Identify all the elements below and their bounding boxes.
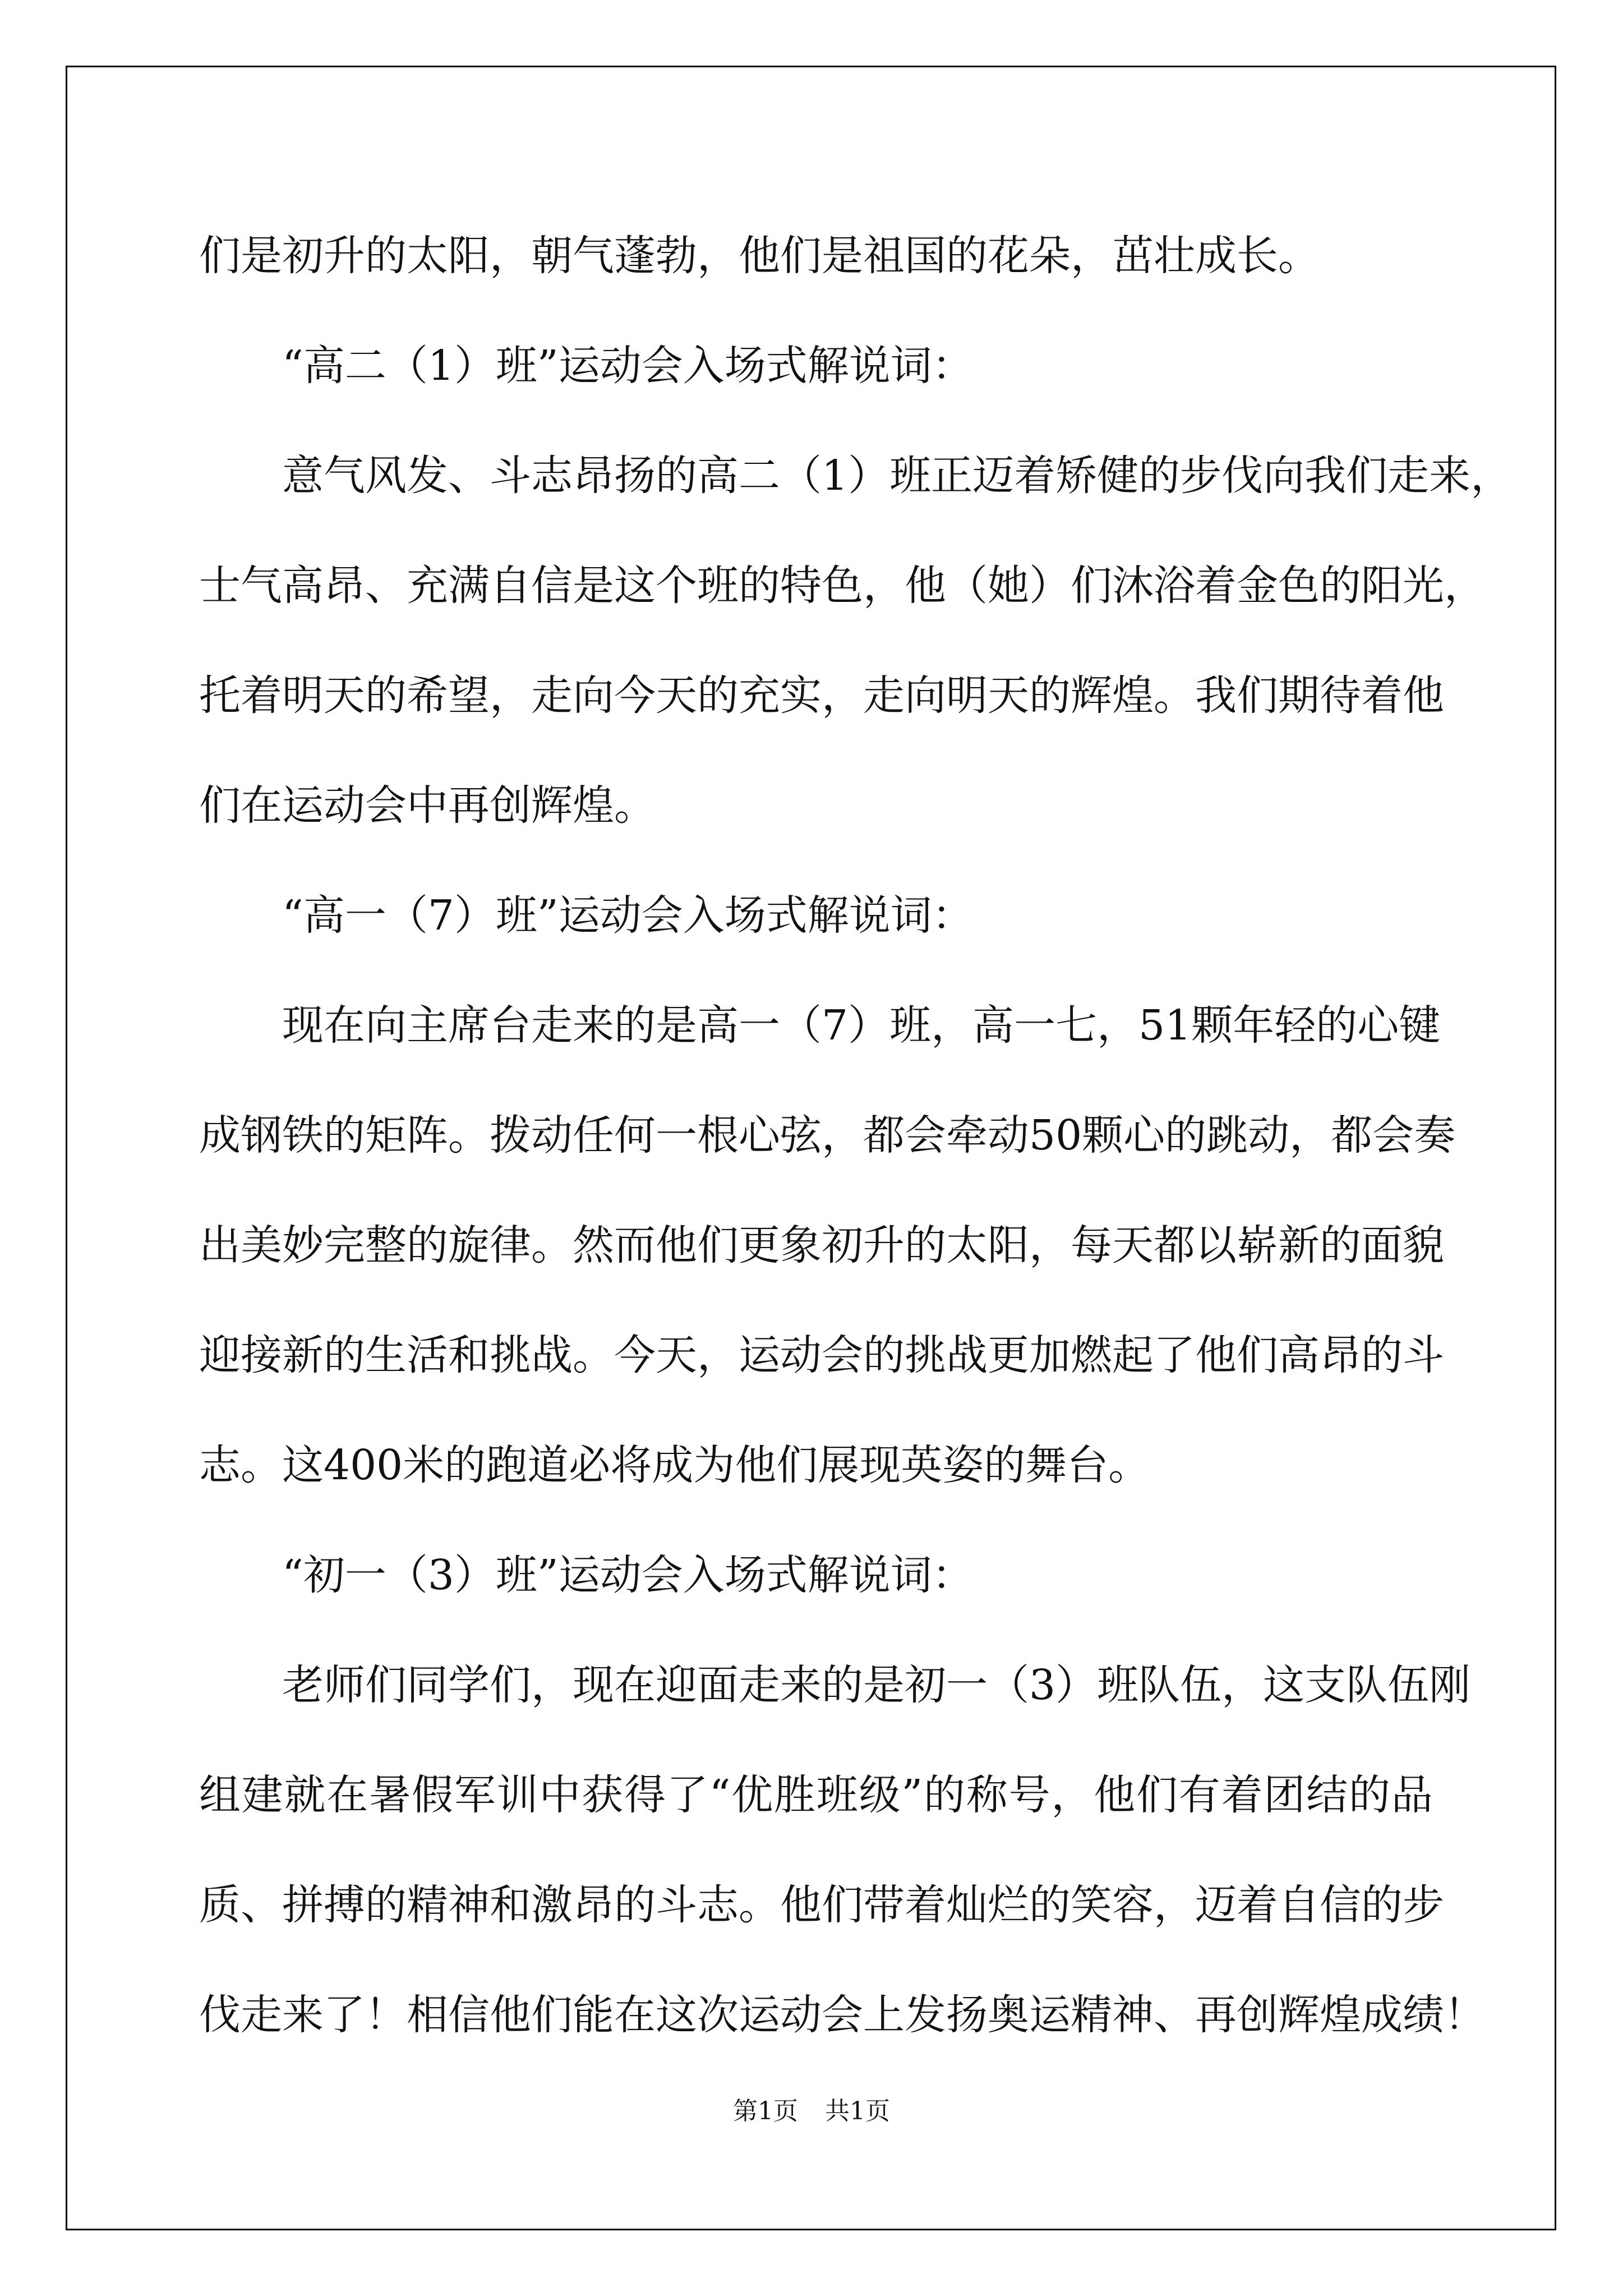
document-body [199,201,1513,2070]
section-heading-chuyi-3: “初一（3）班”运动会入场式解说词： [282,1551,974,1599]
text-line-10: 出 美 妙 完 整 的 旋 律 。 然 而 他 们 更 象 初 升 的 太 阳 ， 每 天 都 以 崭 新 的 面 貌 [199,1221,1444,1269]
text-line-12: 志。这400米的跑道必将成为他们展现英姿的舞台。 [199,1441,1150,1489]
text-line-6: 们在运动会中再创辉煌。 [199,781,656,830]
page-number: 第1页 [733,2097,798,2125]
section-heading-gaoer-1: “高二（1）班”运动会入场式解说词： [282,342,974,390]
page-total: 共1页 [825,2097,890,2125]
text-line-17: 伐 走 来 了 ！ 相 信 他 们 能 在 这 次 运 动 会 上 发 扬 奥 运 精 神 、 再 创 辉 煌 成 绩 ！ [199,1991,1486,2039]
text-line-3: 意 气 风 发 、 斗 志 昂 扬 的 高 二 （ 1 ） 班 正 迈 着 矫 健 的 步 伐 向 我 们 走 来 ， [282,452,1513,500]
text-line-9: 成 钢 铁 的 矩 阵 。 拨 动 任 何 一 根 心 弦 ， 都 会 牵 动 50 颗 心 的 跳 动 ， 都 会 奏 [199,1111,1456,1159]
text-line-16: 质 、 拼 搏 的 精 神 和 激 昂 的 斗 志 。 他 们 带 着 灿 烂 的 笑 容 ， 迈 着 自 信 的 步 [199,1881,1444,1929]
text-line-14: 老 师 们 同 学 们 ， 现 在 迎 面 走 来 的 是 初 一 （ 3 ） 班 队 伍 ， 这 支 队 伍 刚 [282,1661,1471,1709]
text-line-11: 迎 接 新 的 生 活 和 挑 战 。 今 天 ， 运 动 会 的 挑 战 更 加 燃 起 了 他 们 高 昂 的 斗 [199,1331,1444,1379]
text-line-15: 组 建 就 在 暑 假 军 训 中 获 得 了 “ 优 胜 班 级 ” 的 称 号 ， 他 们 有 着 团 结 的 品 [199,1771,1433,1819]
page-footer [0,2091,1623,2127]
text-line-5: 托 着 明 天 的 希 望 ， 走 向 今 天 的 充 实 ， 走 向 明 天 的 辉 煌 。 我 们 期 待 着 他 [199,671,1444,720]
text-line-1: 们是初升的太阳，朝气蓬勃，他们是祖国的花朵，茁壮成长。 [199,232,1320,280]
section-heading-gaoyi-7: “高一（7）班”运动会入场式解说词： [282,891,974,940]
text-line-8: 现 在 向 主 席 台 走 来 的 是 高 一 （ 7 ） 班 ， 高 一 七 ， 51 颗 年 轻 的 心 键 [282,1001,1441,1050]
text-line-4: 士 气 高 昂 、 充 满 自 信 是 这 个 班 的 特 色 ， 他 （ 她 ） 们 沐 浴 着 金 色 的 阳 光 ， [199,562,1486,610]
